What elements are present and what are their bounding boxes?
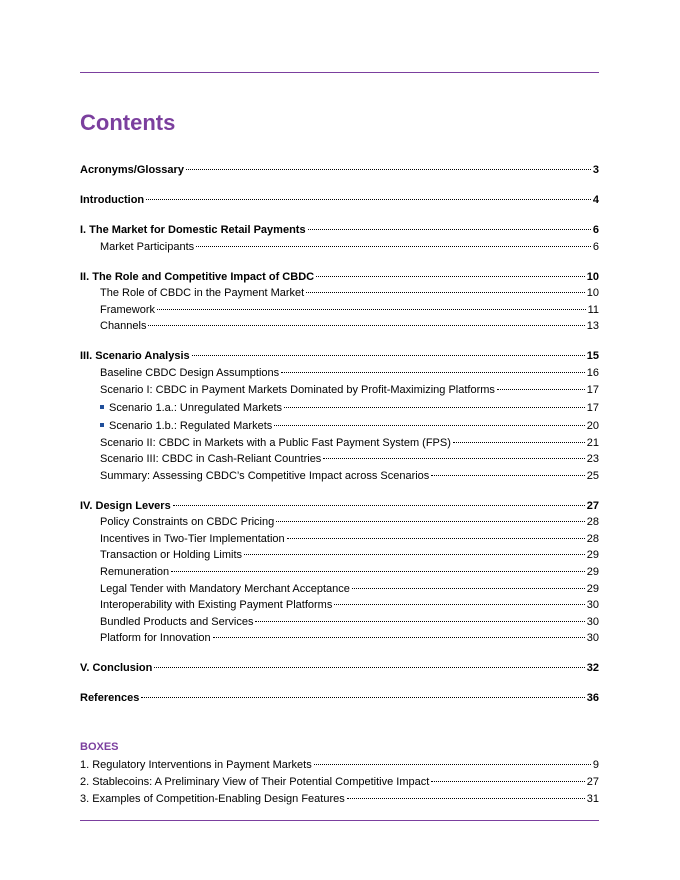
box-entry[interactable]: [80, 774, 599, 790]
toc-page: 30: [586, 616, 599, 628]
toc-page: 28: [586, 533, 599, 545]
toc-entry[interactable]: [100, 597, 599, 613]
toc-entry[interactable]: [100, 302, 599, 318]
toc-entry[interactable]: [100, 630, 599, 646]
toc-page: 16: [586, 367, 599, 379]
top-rule: [80, 72, 599, 73]
toc-page: 20: [586, 420, 599, 432]
toc-page: 11: [587, 304, 599, 316]
toc-label: The Role of CBDC in the Payment Market: [100, 287, 305, 299]
toc-label: Transaction or Holding Limits: [100, 549, 243, 561]
toc-entry[interactable]: [80, 498, 599, 514]
toc-entry[interactable]: [80, 348, 599, 364]
toc-label: Baseline CBDC Design Assumptions: [100, 367, 280, 379]
toc-entry[interactable]: [100, 468, 599, 484]
toc-page: 23: [586, 453, 599, 465]
toc-entry[interactable]: [100, 365, 599, 381]
toc-page: 17: [586, 384, 599, 396]
page-title: Contents: [80, 110, 176, 135]
toc-entry[interactable]: [80, 690, 599, 706]
toc-entry[interactable]: [100, 614, 599, 630]
toc-entry[interactable]: [100, 451, 599, 467]
toc-entry[interactable]: [100, 418, 599, 434]
toc-entry[interactable]: [100, 581, 599, 597]
toc-page: 21: [586, 437, 599, 449]
toc-entry[interactable]: [100, 564, 599, 580]
toc-entry[interactable]: [100, 318, 599, 334]
toc-label: Policy Constraints on CBDC Pricing: [100, 516, 275, 528]
toc-label: Introduction: [80, 194, 145, 206]
toc-label: Scenario I: CBDC in Payment Markets Dominated by Profit-Maximizing Platforms: [100, 384, 495, 396]
toc-page: 17: [586, 402, 599, 414]
toc-entry[interactable]: [80, 222, 599, 238]
square-bullet-icon: [100, 423, 104, 427]
toc-entry[interactable]: [100, 547, 599, 563]
toc-label: Scenario 1.b.: Regulated Markets: [109, 420, 273, 432]
toc-entry[interactable]: [100, 285, 599, 301]
toc-page: 6: [592, 224, 599, 236]
toc-label: References: [80, 692, 140, 704]
toc-label: Interoperability with Existing Payment Platforms: [100, 599, 333, 611]
toc-entry[interactable]: [80, 660, 599, 676]
toc-page: 29: [586, 566, 599, 578]
toc-page: 6: [592, 241, 599, 253]
toc-label: Scenario II: CBDC in Markets with a Public Fast Payment System (FPS): [100, 437, 451, 449]
box-label: 2. Stablecoins: A Preliminary View of Their Potential Competitive Impact: [80, 776, 430, 788]
toc-page: 36: [586, 692, 599, 704]
toc-page: 27: [586, 500, 599, 512]
toc-label: I. The Market for Domestic Retail Payments: [80, 224, 306, 236]
toc-label: Summary: Assessing CBDC’s Competitive Impact across Scenarios: [100, 470, 430, 482]
toc-page: 10: [586, 271, 599, 283]
toc-page: 4: [592, 194, 599, 206]
toc-page: 25: [586, 470, 599, 482]
box-page: 9: [592, 759, 599, 771]
toc-label: Remuneration: [100, 566, 170, 578]
toc-page: 15: [586, 350, 599, 362]
toc-page: 10: [586, 287, 599, 299]
toc-entry[interactable]: [100, 400, 599, 416]
toc-page: 29: [586, 549, 599, 561]
toc-entry[interactable]: [100, 531, 599, 547]
toc-label: V. Conclusion: [80, 662, 153, 674]
toc-label: Scenario III: CBDC in Cash-Reliant Countries: [100, 453, 322, 465]
toc-label: Bundled Products and Services: [100, 616, 254, 628]
toc-label: Legal Tender with Mandatory Merchant Acceptance: [100, 583, 350, 595]
toc-page: 32: [586, 662, 599, 674]
toc-entry[interactable]: [80, 162, 599, 178]
box-entry[interactable]: [80, 757, 599, 773]
toc-label: Incentives in Two-Tier Implementation: [100, 533, 285, 545]
toc-label: IV. Design Levers: [80, 500, 171, 512]
box-label: 3. Examples of Competition-Enabling Design Features: [80, 793, 345, 805]
toc-page: 28: [586, 516, 599, 528]
toc-label: Acronyms/Glossary: [80, 164, 184, 176]
toc-label: Scenario 1.a.: Unregulated Markets: [109, 402, 283, 414]
box-page: 31: [586, 793, 599, 805]
toc-page: 30: [586, 599, 599, 611]
toc-label: Market Participants: [100, 241, 195, 253]
box-entry[interactable]: [80, 791, 599, 807]
toc-page: 13: [586, 320, 599, 332]
toc-entry[interactable]: [100, 514, 599, 530]
toc-page: 29: [586, 583, 599, 595]
box-label: 1. Regulatory Interventions in Payment Markets: [80, 759, 312, 771]
toc-label: Platform for Innovation: [100, 632, 211, 644]
toc-entry[interactable]: [100, 435, 599, 451]
toc-label: Channels: [100, 320, 147, 332]
toc-page: 30: [586, 632, 599, 644]
toc-entry[interactable]: [100, 382, 599, 398]
toc-page: 3: [592, 164, 599, 176]
toc-entry[interactable]: [80, 192, 599, 208]
toc-label: II. The Role and Competitive Impact of CBDC: [80, 271, 315, 283]
toc-entry[interactable]: [80, 269, 599, 285]
toc-label: III. Scenario Analysis: [80, 350, 190, 362]
square-bullet-icon: [100, 405, 104, 409]
bottom-rule: [80, 820, 599, 821]
box-page: 27: [586, 776, 599, 788]
toc-entry[interactable]: [100, 239, 599, 255]
boxes-heading: BOXES: [80, 741, 119, 753]
toc-label: Framework: [100, 304, 156, 316]
